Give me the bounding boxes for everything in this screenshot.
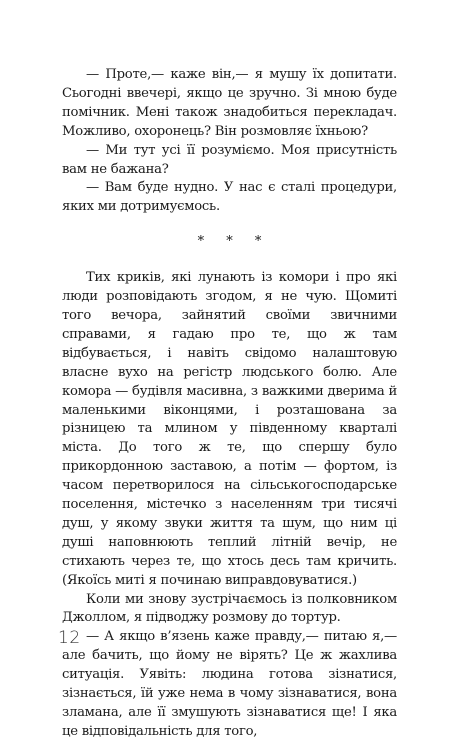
paragraph: — Ми тут усі її розуміємо. Моя присутність вам не бажана?: [62, 142, 397, 177]
page-number: 12: [58, 628, 81, 648]
section-break-asterisks: * * *: [197, 234, 271, 250]
paragraph: — Вам буде нудно. У нас є сталі процедури, яких ми дотримуємось.: [62, 180, 397, 215]
paragraph: — Проте,— каже він,— я мушу їх допитати. Сьогодні ввечері, якщо це зручно. Зі мною буде помічник. Мені також знадобиться перекладач. Можливо, охоронець? Він розмовляє їхньою?: [62, 67, 397, 139]
paragraph: Коли ми знову зустрічаємось із полковником Джоллом, я підводжу розмову до тортур.: [62, 591, 397, 626]
paragraph: — А якщо в’язень каже правду,— питаю я,— але бачить, що йому не вірять? Це ж жахлива ситуація. Уявіть: людина готова зізнатися, зізнається, їй уже нема в чому зізнаватися, вона зламана, але її змушують зізнаватися ще! І яка це відповідальність для того,: [62, 629, 397, 739]
paragraph: Тих криків, які лунають із комори і про які люди розповідають згодом, я не чую. Щомиті того вечора, зайнятий своїми звичними справами, я гадаю про те, що ж там відбувається, і навіть свідомо налаштовую власне вухо на регістр людського болю. Але комора — будівля масивна, з важкими дверима й маленькими віконцями, і розташована за різницею та млином у південному кварталі міста. До того ж те, що спершу було прикордонною заставою, а потім — фортом, із часом перетворилося на сільськогосподарське поселення, містечко з населенням три тисячі душ, у якому звуки життя та шум, що ним ці душі наповнюють теплий літній вечір, не стихають через те, що хтось десь там кричить. (Якоїсь миті я починаю виправдовуватися.): [62, 270, 397, 588]
page-body: [62, 66, 397, 742]
